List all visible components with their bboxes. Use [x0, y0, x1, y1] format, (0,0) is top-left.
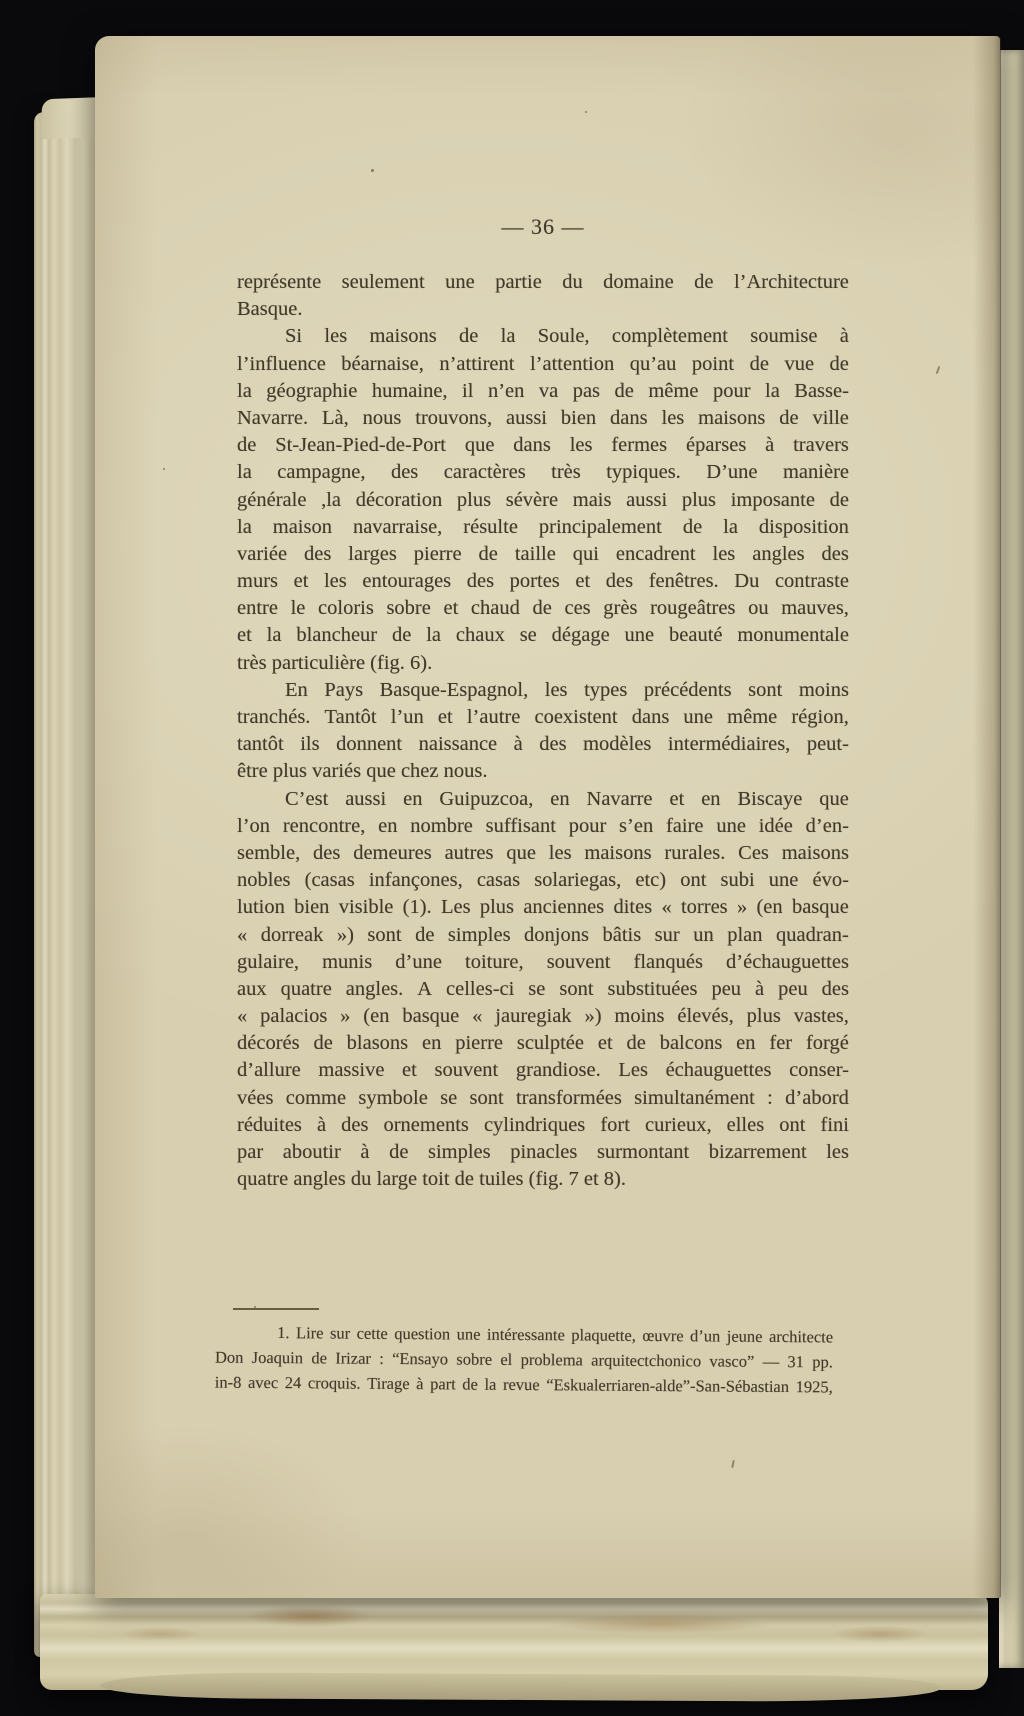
text-line: par aboutir à de simples pinacles surmontant bizarrement les [237, 1141, 849, 1163]
scan-speck [371, 169, 374, 172]
text-line: entre le coloris sobre et chaud de ces grès rougeâtres ou mauves, [237, 597, 849, 620]
text-line: tranchés. Tantôt l’un et l’autre coexistent dans une même région, [237, 706, 849, 728]
text-line: représente seulement une partie du domaine de l’Architecture [237, 271, 849, 293]
text-line: variée des larges pierre de taille qui encadrent les angles des [237, 542, 849, 565]
text-line: d’allure massive et souvent grandiose. Les échauguettes conser- [237, 1059, 849, 1082]
text-line: vées comme symbole se sont transformées simultanément : d’abord [237, 1086, 849, 1109]
text-line: la campagne, des caractères très typiques. D’une manière [237, 461, 849, 484]
text-line: l’on rencontre, en nombre suffisant pour s’en faire une idée d’en- [237, 814, 849, 837]
text-line: être plus variés que chez nous. [237, 760, 488, 783]
text-line: tantôt ils donnent naissance à des modèles intermédiaires, peut- [237, 733, 849, 756]
text-line: quatre angles du large toit de tuiles (fig. 7 et 8). [237, 1168, 627, 1191]
text-line: décorés de blasons en pierre sculptée et de balcons en fer forgé [237, 1032, 849, 1055]
text-line: gulaire, munis d’une toiture, souvent flanqués d’échauguettes [237, 950, 849, 973]
text-line: Navarre. Là, nous trouvons, aussi bien dans les maisons de ville [237, 406, 849, 429]
body-text [237, 269, 849, 1193]
text-line: nobles (casas infançones, casas solariegas, etc) ont subi une évo- [237, 869, 849, 892]
text-line: la géographie humaine, il n’en va pas de même pour la Basse- [237, 379, 849, 402]
scan-speck [585, 111, 587, 113]
text-line: Don Joaquin de Irizar : “Ensayo sobre el problema arquitectchonico vasco” — 31 pp. [214, 1347, 833, 1372]
text-line: générale ,la décoration plus sévère mais aussi plus imposante de [237, 488, 849, 511]
text-line: et la blancheur de la chaux se dégage une beauté monumentale [237, 624, 849, 647]
text-line: aux quatre angles. A celles-ci se sont substituées peu à peu des [237, 977, 849, 1000]
text-line: lution bien visible (1). Les plus anciennes dites « torres » (en basque [237, 896, 849, 919]
footnote-rule [233, 1308, 319, 1310]
footnote [215, 1320, 834, 1400]
text-line: murs et les entourages des portes et des fenêtres. Du contraste [237, 570, 849, 593]
page-number: — 36 — [501, 214, 585, 239]
scan-speck [254, 1306, 256, 1308]
book-page-edges-bottom [40, 1594, 988, 1690]
text-line: réduites à des ornements cylindriques fort curieux, elles ont fini [237, 1113, 849, 1136]
text-line: Basque. [237, 298, 303, 321]
text-line: En Pays Basque-Espagnol, les types précédents sont moins [285, 678, 849, 701]
text-line: Si les maisons de la Soule, complètement soumise à [285, 325, 849, 348]
text-line: semble, des demeures autres que les maisons rurales. Ces maisons [237, 841, 849, 864]
book-page-edges-left [34, 112, 100, 1657]
text-line: « palacios » (en basque « jauregiak ») moins élevés, plus vastes, [237, 1005, 849, 1028]
text-line: de St-Jean-Pied-de-Port que dans les fermes éparses à travers [237, 434, 849, 457]
text-line: l’influence béarnaise, n’attirent l’attention qu’au point de vue de [237, 352, 849, 375]
text-line: « dorreak ») sont de simples donjons bâtis sur un plan quadran- [237, 923, 849, 946]
text-line: très particulière (fig. 6). [237, 651, 433, 674]
text-line: C’est aussi en Guipuzcoa, en Navarre et en Biscaye que [285, 787, 849, 810]
text-line: la maison navarraise, résulte principalement de la disposition [237, 515, 849, 538]
book-page [95, 36, 1000, 1598]
text-line: 1. Lire sur cette question une intéressante plaquette, œuvre d’un jeune architecte [277, 1323, 834, 1347]
next-page-sliver [999, 50, 1024, 1668]
scan-speck [163, 468, 165, 470]
text-line: in-8 avec 24 croquis. Tirage à part de la revue “Eskualerriaren-alde”-San-Sébastian 1925, [214, 1372, 833, 1397]
